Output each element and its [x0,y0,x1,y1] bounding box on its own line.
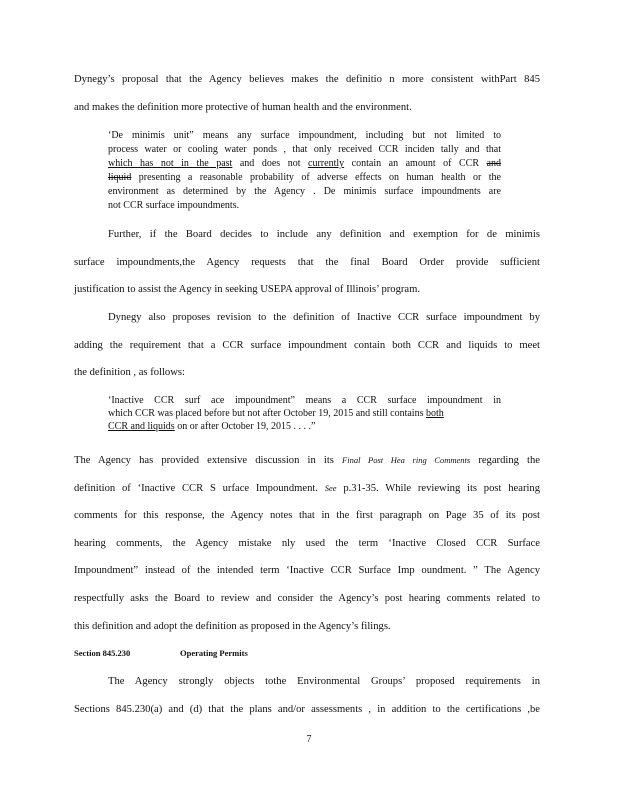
quote-line: not CCR surface impoundments. [108,200,240,211]
text-span: definition of ‘Inactive CCR S urface Impoundment. [74,483,325,494]
text-span: p.31-35. While reviewing its post hearing [336,483,541,494]
paragraph-line: this definition and adopt the definition as proposed in the Agency’s filings. [74,621,391,632]
quote-line: environment as determined by the Agency . De minimis surface impoundments are [108,186,501,197]
text-span: regarding the [470,455,540,466]
section-title: Operating Permits [180,648,248,658]
text-span: presenting a reasonable probability of adverse effects on human health or the [131,172,501,183]
paragraph-line: Sections 845.230(a) and (d) that the plans and/or assessments , in addition to the certifications ,be [74,704,540,715]
struck-deletion: and [486,158,501,169]
text-span: which CCR was placed before but not after October 19, 2015 and still contains [108,408,426,419]
paragraph-line: respectfully asks the Board to review and consider the Agency’s post hearing comments related to [74,593,540,604]
section-heading [74,648,248,658]
paragraph-line [74,454,540,467]
text-span: The Agency has provided extensive discussion in its [74,455,343,466]
paragraph-line: comments for this response, the Agency notes that in the first paragraph on Page 35 of its post [74,510,540,521]
quote-line: ‘Inactive CCR surf ace impoundment” means a CCR surface impoundment in [108,395,501,406]
text-span: and does not [232,158,309,169]
paragraph-line [74,482,540,495]
paragraph-line: justification to assist the Agency in seeking USEPA approval of Illinois’ program. [74,284,421,295]
paragraph-line: hearing comments, the Agency mistake nly used the term ‘Inactive Closed CCR Surface [74,538,540,549]
underlined-insertion: currently [308,158,345,169]
quote-line [108,171,501,184]
paragraph-line: surface impoundments,the Agency requests that the final Board Order provide sufficient [74,257,540,268]
underlined-insertion: both [425,408,444,419]
paragraph-line: adding the requirement that a CCR surface impoundment contain both CCR and liquids to meet [74,340,540,351]
paragraph-line: Impoundment” instead of the intended term ‘Inactive CCR Surface Imp oundment. ” The Agency [74,565,540,576]
page-number: 7 [306,734,312,745]
quote-line [108,157,501,170]
text-span: on or after October 19, 2015 . . . .” [174,421,316,432]
paragraph-line: Further, if the Board decides to include any definition and exemption for de minimis [108,229,540,240]
paragraph-line: The Agency strongly objects tothe Environmental Groups’ proposed requirements in [108,676,540,687]
underlined-insertion: CCR and liquids [108,421,175,432]
quote-line: process water or cooling water ponds , that only received CCR inciden tally and that [108,144,501,155]
text-span: contain an amount of CCR [344,158,487,169]
paragraph-line: the definition , as follows: [74,367,185,378]
section-number: Section 845.230 [74,648,131,658]
paragraph-line: Dynegy also proposes revision to the definition of Inactive CCR surface impoundment by [108,312,540,323]
paragraph-line: and makes the definition more protective of human health and the environment. [74,102,412,113]
paragraph-line: Dynegy’s proposal that the Agency believes makes the definitio n more consistent withPart 845 [74,74,540,85]
italic-title: Final Post Hea ring Comments [342,455,471,465]
quote-line [108,407,501,420]
struck-deletion: liquid [108,172,132,183]
quote-line [108,420,501,433]
italic-signal: See [324,483,337,493]
quote-line: ‘De minimis unit” means any surface impoundment, including but not limited to [108,130,501,141]
underlined-insertion: which has not in the past [108,158,233,169]
